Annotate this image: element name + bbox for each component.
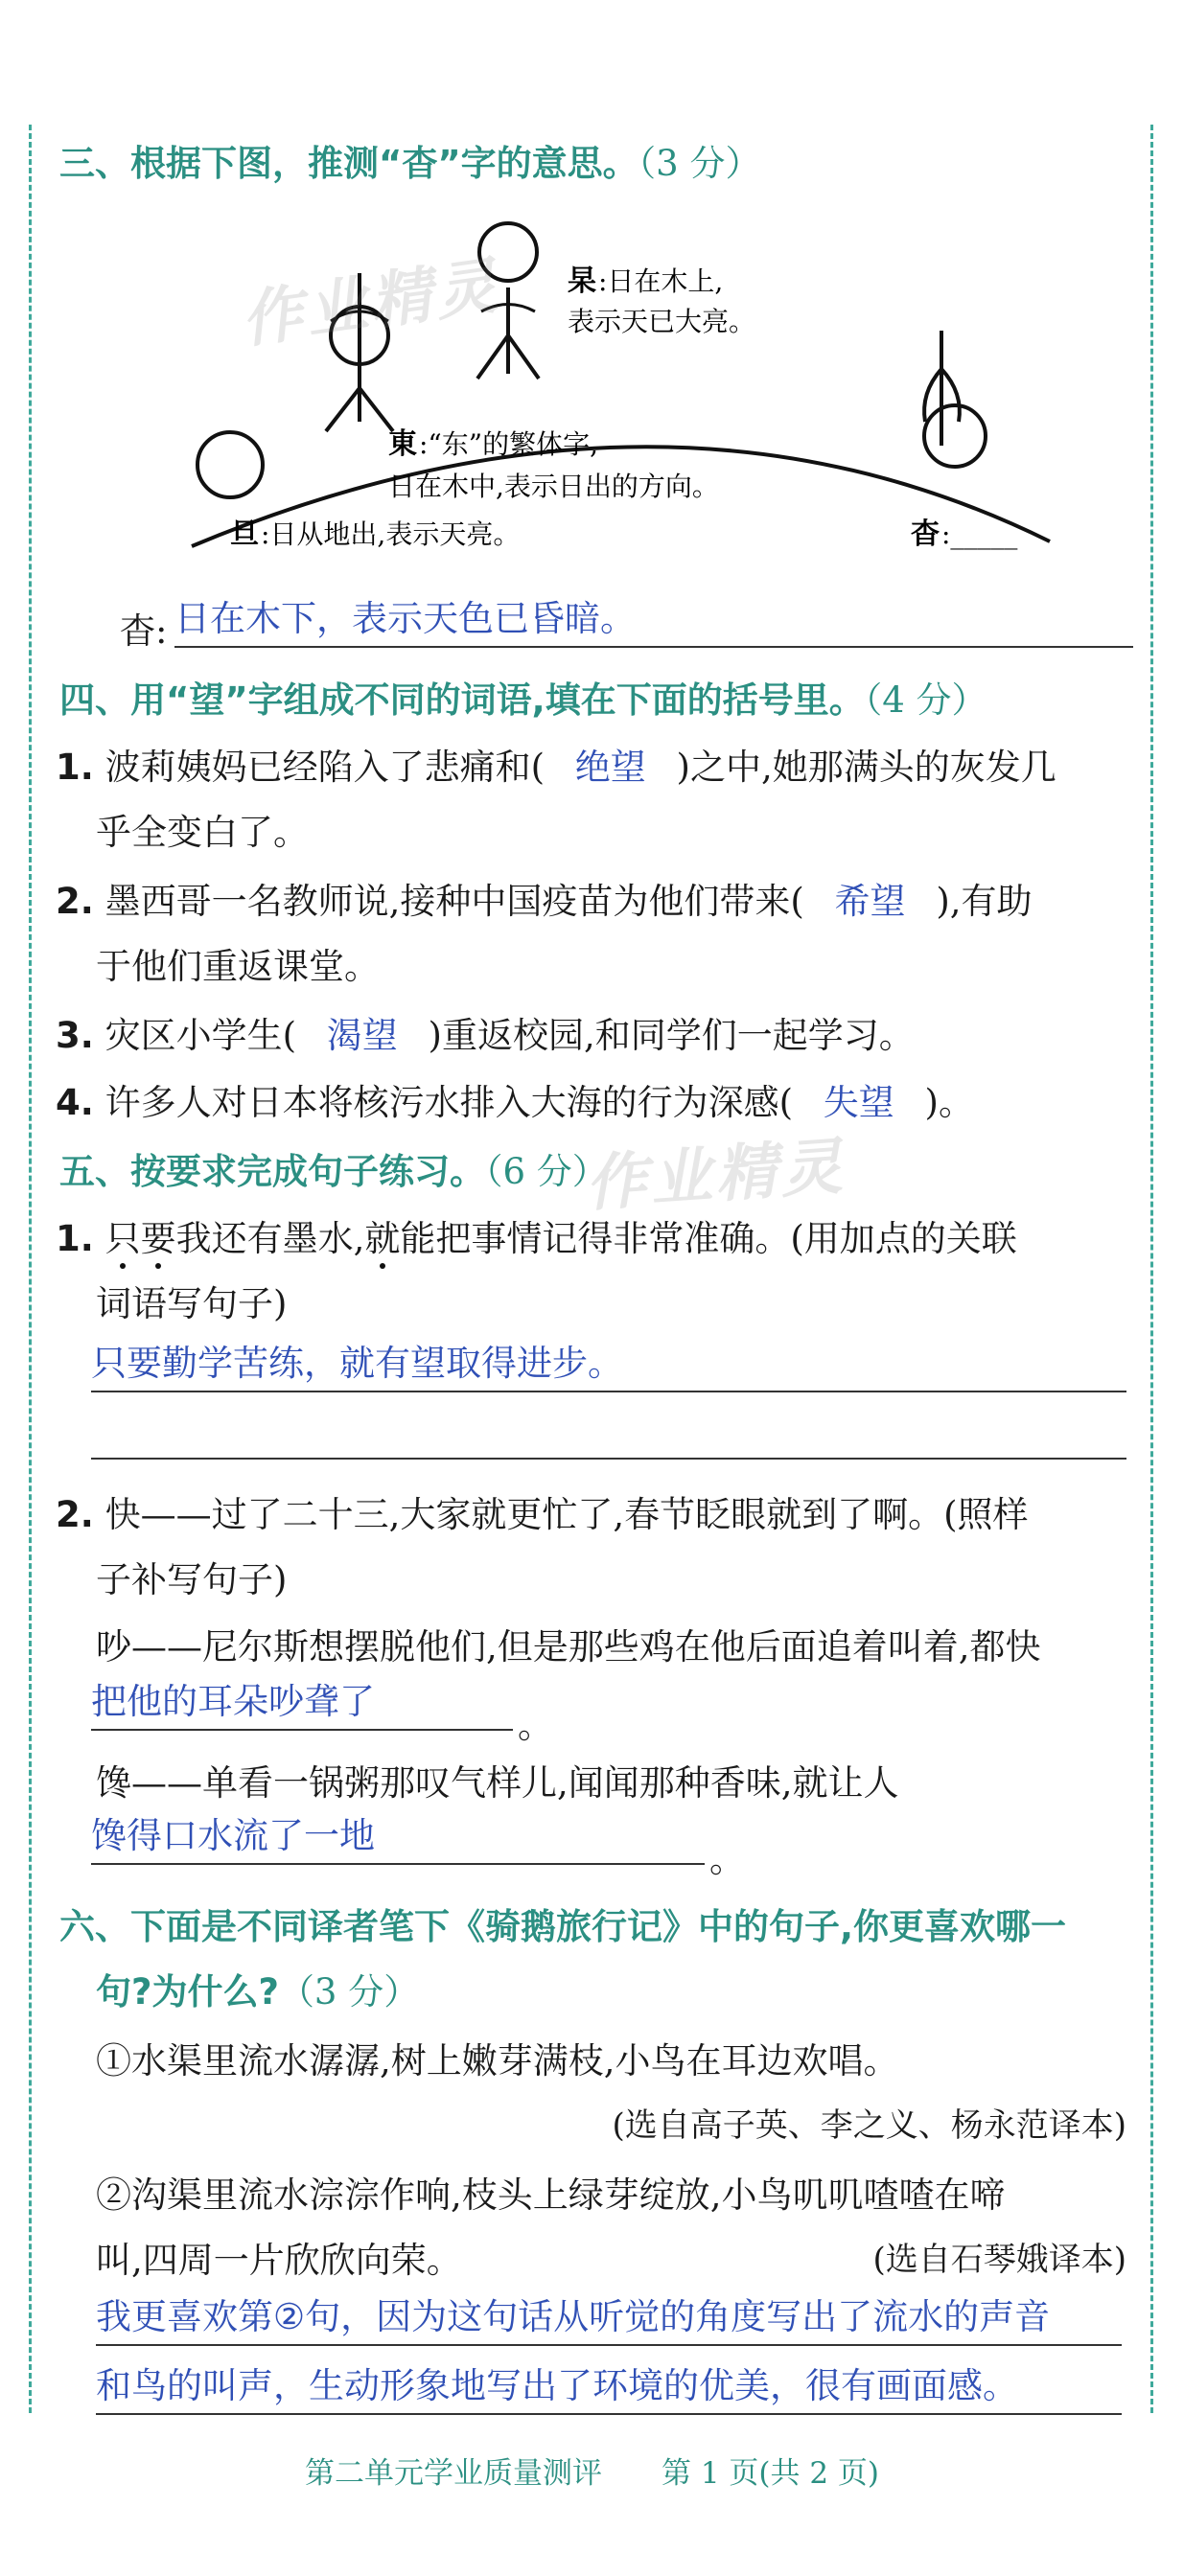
section-5-points: （6 分） bbox=[485, 1151, 608, 1192]
section-3-answer: 日在木下，表示天色已昏暗。 bbox=[174, 598, 636, 639]
sec6-sentence2-source: (选自石琴娥译本) bbox=[872, 2241, 1126, 2279]
sec4-q3-text-b: )重返校园,和同学们一起学习。 bbox=[428, 1015, 915, 1056]
yao-blank: :_____ bbox=[941, 518, 1018, 550]
sec6-answer-2: 和鸟的叫声，生动形象地写出了环境的优美，很有画面感。 bbox=[96, 2365, 1018, 2406]
character-illustration bbox=[153, 206, 1184, 570]
sec5-q2-period2: 。 bbox=[709, 1839, 745, 1880]
sec4-q2-number: 2. bbox=[56, 881, 94, 922]
sec6-answer-line1 bbox=[96, 2290, 1122, 2346]
sec6-sentence2-line1: ②沟渠里流水淙淙作响,枝头上绿芽绽放,小鸟叽叽喳喳在啼 bbox=[96, 2174, 1006, 2216]
sec5-q2-example2: 馋——单看一锅粥那叹气样儿,闻闻那种香味,就让人 bbox=[96, 1762, 899, 1804]
section-3-title bbox=[59, 134, 760, 186]
sec5-q1-text-a: 我还有墨水, bbox=[175, 1218, 365, 1259]
dan-char: 旦 bbox=[230, 518, 259, 551]
watermark-1: 作业精灵 bbox=[237, 250, 505, 357]
sec6-answer-1: 我更喜欢第②句，因为这句话从听觉的角度写出了流水的声音 bbox=[96, 2296, 1051, 2337]
section-6-title-line2 bbox=[96, 1963, 419, 2014]
sec6-sentence1: ①水渠里流水潺潺,树上嫩芽满枝,小鸟在耳边欢唱。 bbox=[96, 2040, 899, 2082]
sec4-q1-line1 bbox=[56, 738, 1056, 790]
yao-char: 杳 bbox=[911, 518, 940, 551]
sec5-q2-text: 快——过了二十三,大家就更忙了,春节眨眼就到了啊。(照样 bbox=[104, 1494, 1029, 1535]
section-5-title bbox=[59, 1142, 608, 1194]
sec4-q2-line2: 于他们重返课堂。 bbox=[96, 946, 380, 987]
sec5-q1-text-b: 能把事情记得非常准确。(用加点的关联 bbox=[400, 1218, 1017, 1259]
sec5-q1-number: 1. bbox=[56, 1218, 94, 1259]
section-6-title-line1: 六、下面是不同译者笔下《骑鹅旅行记》中的句子,你更喜欢哪一 bbox=[59, 1906, 1067, 1947]
sec5-q1-blank-line bbox=[91, 1404, 1126, 1460]
sec4-q1-text-b: )之中,她那满头的灰发几 bbox=[676, 747, 1056, 788]
sec4-q4-number: 4. bbox=[56, 1082, 94, 1123]
sec5-q2-example1: 吵——尼尔斯想摆脱他们,但是那些鸡在他后面追着叫着,都快 bbox=[96, 1626, 1041, 1668]
sec5-q2-answer1-line bbox=[91, 1675, 513, 1731]
sec4-q2-text-b: ),有助 bbox=[936, 881, 1033, 922]
sec4-q1-line2: 乎全变白了。 bbox=[96, 812, 309, 853]
section-3-title-text: 三、根据下图，推测“杳”字的意思。 bbox=[59, 143, 638, 184]
section-6-title-text: 句?为什么? bbox=[96, 1971, 279, 2012]
sec4-q3-text-a: 灾区小学生( bbox=[104, 1015, 297, 1056]
section-6-points: （3 分） bbox=[278, 1971, 420, 2012]
yao-sun-circle bbox=[924, 405, 986, 467]
sec4-q2-text-a: 墨西哥一名教师说,接种中国疫苗为他们带来( bbox=[104, 881, 804, 922]
sec4-q4-text-b: )。 bbox=[924, 1082, 974, 1123]
sec5-q2-number: 2. bbox=[56, 1494, 94, 1535]
sec4-q3-line bbox=[56, 1006, 915, 1058]
dong-text-1: :“东”的繁体字, bbox=[419, 428, 598, 460]
page-footer: 第二单元学业质量测评 第 1 页(共 2 页) bbox=[304, 2456, 880, 2491]
gao-text-1: :日在木上, bbox=[598, 265, 724, 297]
sec4-q4-text-a: 许多人对日本将核污水排入大海的行为深感( bbox=[104, 1082, 794, 1123]
section-5-title-text: 五、按要求完成句子练习。 bbox=[59, 1151, 485, 1192]
sec5-q1-answer-line bbox=[91, 1337, 1126, 1392]
watermark-2: 作业精灵 bbox=[583, 1131, 848, 1221]
sec4-q4-answer: 失望 bbox=[823, 1082, 894, 1123]
dan-sun-circle bbox=[197, 432, 263, 497]
sec6-sentence1-source: (选自高子英、李之义、杨永范译本) bbox=[612, 2106, 1126, 2145]
section-4-title-text: 四、用“望”字组成不同的词语,填在下面的括号里。 bbox=[59, 679, 865, 721]
dong-char: 東 bbox=[388, 427, 417, 461]
sec4-q3-number: 3. bbox=[56, 1015, 94, 1056]
sec4-q1-text-a: 波莉姨妈已经陷入了悲痛和( bbox=[104, 747, 546, 788]
section-3-answer-label: 杳: bbox=[120, 610, 168, 652]
sec5-q1-dotted-jiu: 就 bbox=[364, 1218, 401, 1259]
section-4-points: （4 分） bbox=[864, 679, 987, 721]
left-dashed-margin bbox=[29, 125, 32, 2413]
sec5-q1-line1 bbox=[56, 1209, 1017, 1261]
sec4-q2-line1 bbox=[56, 872, 1033, 924]
dong-text-2: 日在木中,表示日出的方向。 bbox=[388, 471, 719, 502]
section-3-points: （3 分） bbox=[638, 143, 761, 184]
sec4-q2-answer: 希望 bbox=[834, 881, 906, 922]
gao-text-2: 表示天已大亮。 bbox=[568, 306, 756, 337]
sec5-q1-dotted-yao: 要 bbox=[140, 1218, 176, 1259]
sec5-q1-answer: 只要勤学苦练，就有望取得进步。 bbox=[91, 1343, 623, 1384]
gao-char: 杲 bbox=[568, 264, 596, 298]
section-3-answer-line bbox=[174, 592, 1133, 648]
section-4-title bbox=[59, 671, 987, 723]
sec5-q2-answer2: 馋得口水流了一地 bbox=[91, 1815, 375, 1856]
sec5-q1-line2: 词语写句子) bbox=[96, 1283, 288, 1324]
sec5-q2-answer2-line bbox=[91, 1809, 705, 1865]
sec4-q1-answer: 绝望 bbox=[574, 747, 646, 788]
sec4-q1-number: 1. bbox=[56, 747, 94, 788]
sec5-q1-dotted-zhi: 只 bbox=[104, 1218, 141, 1259]
sec6-answer-line2 bbox=[96, 2359, 1122, 2415]
dan-text: :日从地出,表示天亮。 bbox=[261, 518, 521, 550]
sec6-sentence2-line2: 叫,四周一片欣欣向荣。 bbox=[96, 2240, 462, 2281]
sec5-q2-line1 bbox=[56, 1485, 1029, 1537]
sec5-q2-period1: 。 bbox=[518, 1705, 553, 1746]
sec4-q3-answer: 渴望 bbox=[326, 1015, 398, 1056]
sec5-q2-line2: 子补写句子) bbox=[96, 1559, 288, 1600]
sec5-q2-answer1: 把他的耳朵吵聋了 bbox=[91, 1681, 375, 1722]
